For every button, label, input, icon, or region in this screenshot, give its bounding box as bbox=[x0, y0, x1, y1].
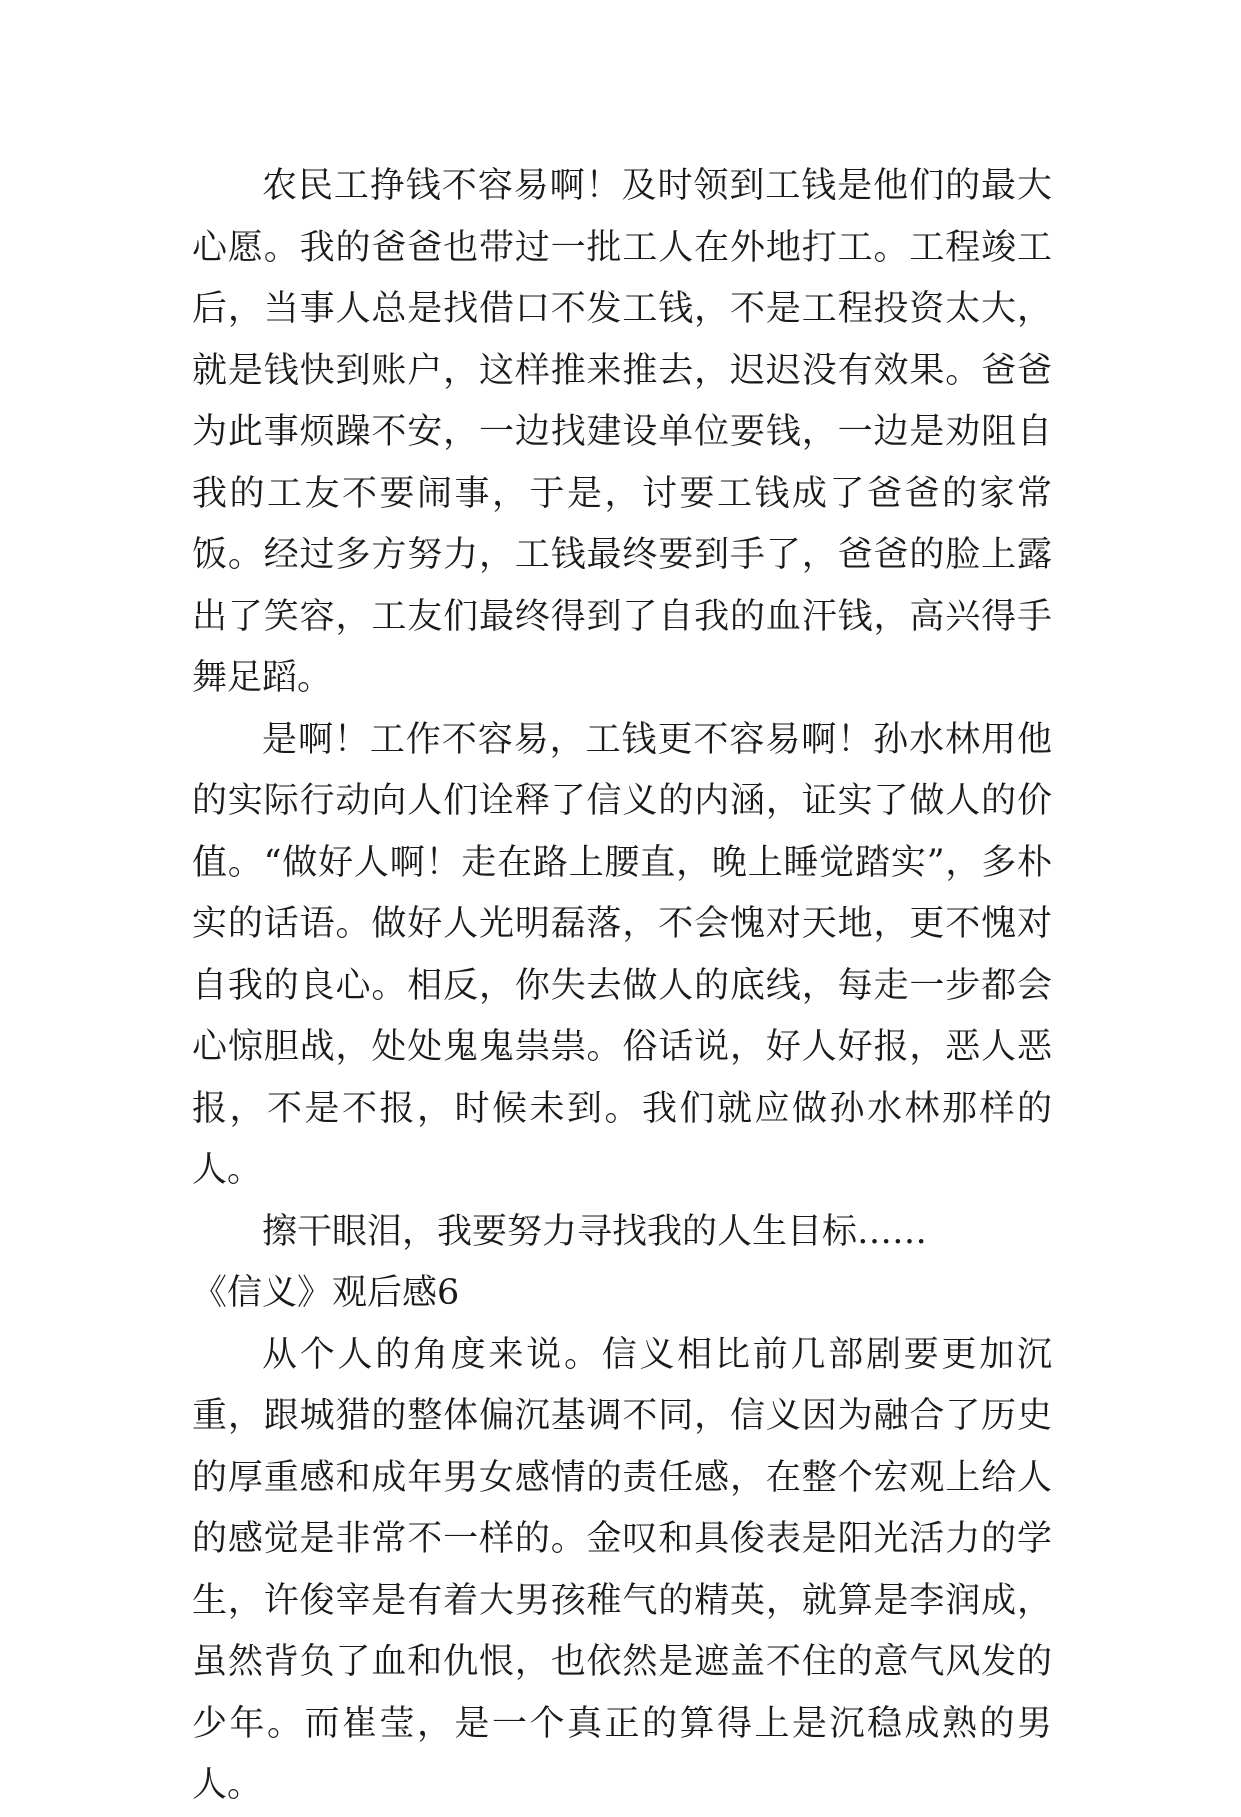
section-heading: 《信义》观后感6 bbox=[192, 1273, 460, 1313]
paragraph-migrant-wages: 农民工挣钱不容易啊！及时领到工钱是他们的最大心愿。我的爸爸也带过一批工人在外地打工。工程竣工后，当事人总是找借口不发工钱，不是工程投资太大，就是钱快到账户，这样推来推去，迟迟没有效果。爸爸为此事烦躁不安，一边找建设单位要钱，一边是劝阻自我的工友不要闹事，于是，讨要工钱成了爸爸的家常饭。经过多方努力，工钱最终要到手了，爸爸的脸上露出了笑容，工友们最终得到了自我的血汗钱，高兴得手舞足蹈。 bbox=[192, 166, 1052, 698]
document-body bbox=[192, 156, 1052, 1817]
paragraph-life-goal: 擦干眼泪，我要努力寻找我的人生目标…… bbox=[262, 1211, 928, 1252]
paragraph-drama-review: 从个人的角度来说。信义相比前几部剧要更加沉重，跟城猎的整体偏沉基调不同，信义因为融合了历史的厚重感和成年男女感情的责任感，在整个宏观上给人的感觉是非常不一样的。金叹和具俊表是阳光活力的学生，许俊宰是有着大男孩稚气的精英，就算是李润成，虽然背负了血和仇恨，也依然是遮盖不住的意气风发的少年。而崔莹，是一个真正的算得上是沉稳成熟的男人。 bbox=[192, 1334, 1052, 1805]
paragraph-sun-shuilin: 是啊！工作不容易，工钱更不容易啊！孙水林用他的实际行动向人们诠释了信义的内涵，证实了做人的价值。“做好人啊！走在路上腰直，晚上睡觉踏实”，多朴实的话语。做好人光明磊落，不会愧对天地，更不愧对自我的良心。相反，你失去做人的底线，每走一步都会心惊胆战，处处鬼鬼祟祟。俗话说，好人好报，恶人恶报，不是不报，时候未到。我们就应做孙水林那样的人。 bbox=[192, 719, 1052, 1190]
